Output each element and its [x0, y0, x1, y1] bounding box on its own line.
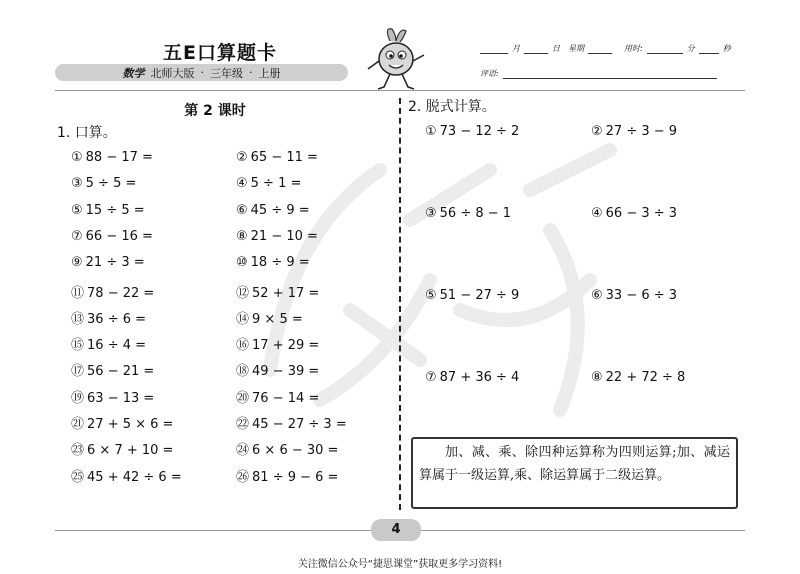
separator: ·	[249, 66, 253, 79]
step-calc-problem	[425, 370, 519, 385]
problem-number: ②	[591, 124, 603, 139]
oral-calc-problem	[236, 203, 310, 218]
problem-expression: 6 × 7 + 10 =	[87, 443, 174, 459]
card-title: 五E口算题卡	[163, 42, 277, 64]
problem-number: ④	[236, 176, 248, 192]
column-divider	[399, 98, 401, 510]
problem-number: ⑦	[425, 370, 437, 385]
volume-label: 上册	[258, 66, 281, 80]
problem-number: ⑫	[236, 285, 250, 301]
problem-expression: 56 ÷ 8 − 1	[439, 206, 512, 221]
month-blank[interactable]	[480, 44, 508, 54]
oral-calc-problem	[236, 150, 318, 165]
problem-number: ㉓	[71, 443, 85, 459]
problem-expression: 16 ÷ 4 =	[87, 338, 147, 354]
problem-number: ⑨	[71, 255, 83, 271]
oral-calc-problem	[236, 334, 319, 353]
problem-number: ㉒	[236, 417, 250, 432]
oral-calc-problem	[71, 466, 182, 485]
oral-calc-problem	[236, 360, 319, 379]
problem-expression: 6 × 6 − 30 =	[252, 443, 339, 459]
separator: ·	[200, 66, 204, 79]
minute-blank[interactable]	[647, 44, 683, 54]
problem-expression: 27 + 5 × 6 =	[87, 417, 174, 432]
problem-number: ①	[71, 150, 83, 165]
edition-label: 北师大版	[150, 66, 195, 80]
oral-calc-problem	[71, 229, 153, 244]
oral-calc-problem	[71, 203, 145, 218]
comment-line: 评语:	[478, 68, 719, 79]
date-time-line: 月 日 星期 用时: 分 秒	[478, 43, 733, 54]
problem-expression: 21 − 10 =	[250, 228, 318, 244]
problem-expression: 9 × 5 =	[252, 311, 303, 327]
problem-number: ⑥	[591, 288, 603, 303]
oral-calc-problem	[71, 387, 154, 406]
footer-note: 关注微信公众号“捷思课堂”获取更多学习资料!	[297, 559, 503, 570]
problem-expression: 73 − 12 ÷ 2	[439, 124, 520, 139]
problem-expression: 51 − 27 ÷ 9	[439, 288, 520, 303]
oral-calc-problem	[71, 308, 146, 327]
problem-expression: 36 ÷ 6 =	[87, 311, 147, 327]
problem-number: ⑲	[71, 390, 85, 406]
problem-expression: 33 − 6 ÷ 3	[605, 288, 678, 303]
problem-expression: 63 − 13 =	[87, 390, 155, 406]
problem-expression: 81 ÷ 9 − 6 =	[252, 469, 339, 485]
step-calc-problem	[591, 370, 685, 385]
problem-expression: 65 − 11 =	[250, 150, 318, 165]
oral-calc-problem	[71, 439, 173, 458]
problem-number: ⑳	[236, 390, 250, 406]
section-1-title: 1. 口算。	[57, 125, 117, 141]
oral-calc-problem	[236, 255, 310, 270]
step-calc-problem	[425, 206, 511, 221]
problem-number: ④	[591, 206, 603, 221]
rule-note-box: 加、减、乘、除四种运算称为四则运算;加、减运算属于一级运算,乘、除运算属于二级运算。	[411, 437, 738, 509]
problem-number: ㉕	[71, 469, 85, 485]
problem-expression: 52 + 17 =	[252, 285, 320, 301]
step-calc-problem	[425, 124, 519, 139]
problem-expression: 76 − 14 =	[252, 390, 320, 406]
problem-expression: 27 ÷ 3 − 9	[605, 124, 678, 139]
problem-expression: 87 + 36 ÷ 4	[439, 370, 520, 385]
oral-calc-problem	[236, 176, 301, 191]
second-blank[interactable]	[699, 44, 719, 54]
problem-expression: 5 ÷ 1 =	[250, 176, 302, 192]
step-calc-problem	[425, 288, 519, 303]
oral-calc-problem	[236, 413, 347, 432]
problem-expression: 66 − 16 =	[85, 228, 153, 244]
problem-number: ①	[425, 124, 437, 139]
day-blank[interactable]	[524, 44, 548, 54]
problem-number: ⑦	[71, 228, 83, 244]
problem-number: ⑭	[236, 311, 250, 327]
comment-blank[interactable]	[503, 69, 717, 79]
page-number: 4	[371, 519, 421, 541]
problem-expression: 45 ÷ 9 =	[250, 202, 310, 218]
weekday-blank[interactable]	[588, 44, 612, 54]
oral-calc-problem	[71, 360, 154, 379]
problem-number: ⑧	[591, 370, 603, 385]
problem-expression: 56 − 21 =	[87, 364, 155, 380]
lesson-title: 第 2 课时	[184, 103, 246, 119]
step-calc-problem	[591, 206, 677, 221]
oral-calc-problem	[71, 413, 173, 432]
problem-number: ⑩	[236, 255, 248, 271]
oral-calc-problem	[71, 282, 154, 301]
problem-number: ③	[425, 206, 437, 221]
oral-calc-problem	[71, 176, 136, 191]
problem-number: ㉔	[236, 443, 250, 459]
step-calc-problem	[591, 124, 677, 139]
problem-expression: 45 − 27 ÷ 3 =	[252, 417, 347, 432]
problem-number: ⑮	[71, 338, 85, 354]
problem-number: ⑰	[71, 364, 85, 380]
problem-number: ⑯	[236, 338, 250, 354]
problem-number: ⑱	[236, 364, 250, 380]
oral-calc-problem	[236, 229, 318, 244]
problem-expression: 45 + 42 ÷ 6 =	[87, 469, 182, 485]
subject-bar	[55, 64, 348, 81]
problem-expression: 49 − 39 =	[252, 364, 320, 380]
problem-expression: 88 − 17 =	[85, 150, 153, 165]
oral-calc-problem	[236, 466, 338, 485]
oral-calc-problem	[71, 334, 146, 353]
problem-number: ⑥	[236, 202, 248, 218]
header-rule	[55, 90, 745, 91]
oral-calc-problem	[236, 387, 319, 406]
problem-expression: 78 − 22 =	[87, 285, 155, 301]
problem-expression: 18 ÷ 9 =	[250, 255, 310, 271]
radish-mascot-icon	[362, 25, 432, 93]
oral-calc-problem	[236, 439, 338, 458]
problem-number: ⑤	[71, 202, 83, 218]
problem-number: ⑧	[236, 228, 248, 244]
grade-label: 三年级	[210, 66, 243, 80]
oral-calc-problem	[236, 308, 303, 327]
section-2-title: 2. 脱式计算。	[408, 99, 496, 115]
oral-calc-problem	[236, 282, 319, 301]
problem-expression: 22 + 72 ÷ 8	[605, 370, 686, 385]
problem-number: ③	[71, 176, 83, 192]
problem-number: ⑤	[425, 288, 437, 303]
problem-expression: 66 − 3 ÷ 3	[605, 206, 678, 221]
problem-expression: 15 ÷ 5 =	[85, 202, 145, 218]
problem-expression: 5 ÷ 5 =	[85, 176, 137, 192]
problem-number: ②	[236, 150, 248, 165]
problem-number: ⑪	[71, 285, 85, 301]
problem-number: ㉑	[71, 417, 85, 432]
subject-label: 数学	[122, 66, 145, 80]
oral-calc-problem	[71, 255, 145, 270]
oral-calc-problem	[71, 150, 153, 165]
problem-expression: 21 ÷ 3 =	[85, 255, 145, 271]
problem-expression: 17 + 29 =	[252, 338, 320, 354]
step-calc-problem	[591, 288, 677, 303]
problem-number: ㉖	[236, 469, 250, 485]
problem-number: ⑬	[71, 311, 85, 327]
